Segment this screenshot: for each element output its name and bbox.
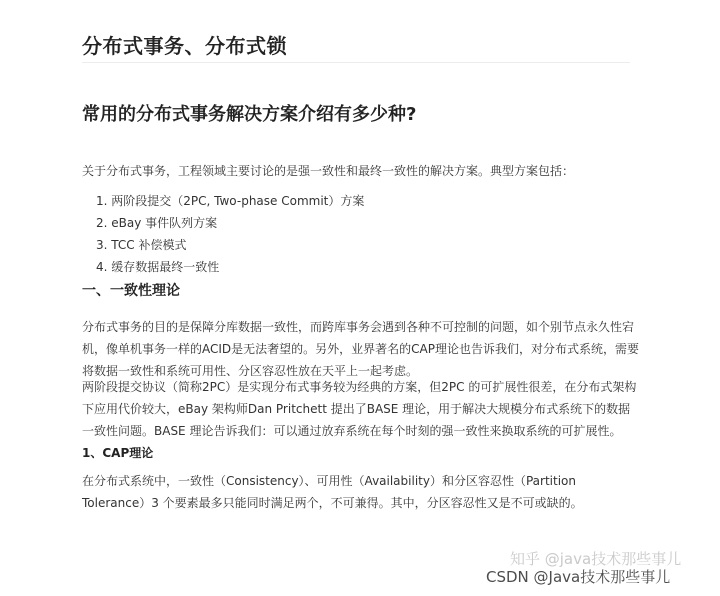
question-heading: 常用的分布式事务解决方案介绍有多少种? xyxy=(82,104,417,125)
csdn-watermark: CSDN @Java技术那些事儿 xyxy=(486,568,671,586)
zhihu-watermark: 知乎 @java技术那些事儿 xyxy=(510,550,682,568)
solutions-list xyxy=(96,190,364,278)
list-item: 1. 两阶段提交（2PC, Two-phase Commit）方案 xyxy=(96,194,365,208)
intro-paragraph: 关于分布式事务，工程领域主要讨论的是强一致性和最终一致性的解决方案。典型方案包括： xyxy=(82,164,575,178)
consistency-paragraph: 分布式事务的目的是保障分库数据一致性，而跨库事务会遇到各种不可控制的问题，如个别节点永久性宕机，像单机事务一样的ACID是无法奢望的。另外，业界著名的CAP理论也告诉我们，对分布式系统，需要将数据一致性和系统可用性、分区容忍性放在天平上一起考虑。 xyxy=(82,320,639,378)
cap-heading: 1、CAP理论 xyxy=(82,446,154,460)
list-item: 4. 缓存数据最终一致性 xyxy=(96,260,220,274)
list-item: 3. TCC 补偿模式 xyxy=(96,238,187,252)
title-divider xyxy=(82,62,630,63)
cap-paragraph: 在分布式系统中，一致性（Consistency）、可用性（Availability）和分区容忍性（Partition Tolerance）3 个要素最多只能同时满足两个，不可兼得。其中，分区容忍性又是不可或缺的。 xyxy=(82,474,583,510)
base-theory-paragraph: 两阶段提交协议（简称2PC）是实现分布式事务较为经典的方案，但2PC 的可扩展性很差，在分布式架构下应用代价较大，eBay 架构师Dan Pritchett 提出了BASE 理论，用于解决大规模分布式系统下的数据一致性问题。BASE 理论告诉我们：可以通过放弃系统在每个时刻的强一致性来换取系统的可扩展性。 xyxy=(82,380,637,438)
list-item: 2. eBay 事件队列方案 xyxy=(96,216,218,230)
section-heading-consistency: 一、一致性理论 xyxy=(82,283,180,299)
article-title: 分布式事务、分布式锁 xyxy=(82,34,287,58)
